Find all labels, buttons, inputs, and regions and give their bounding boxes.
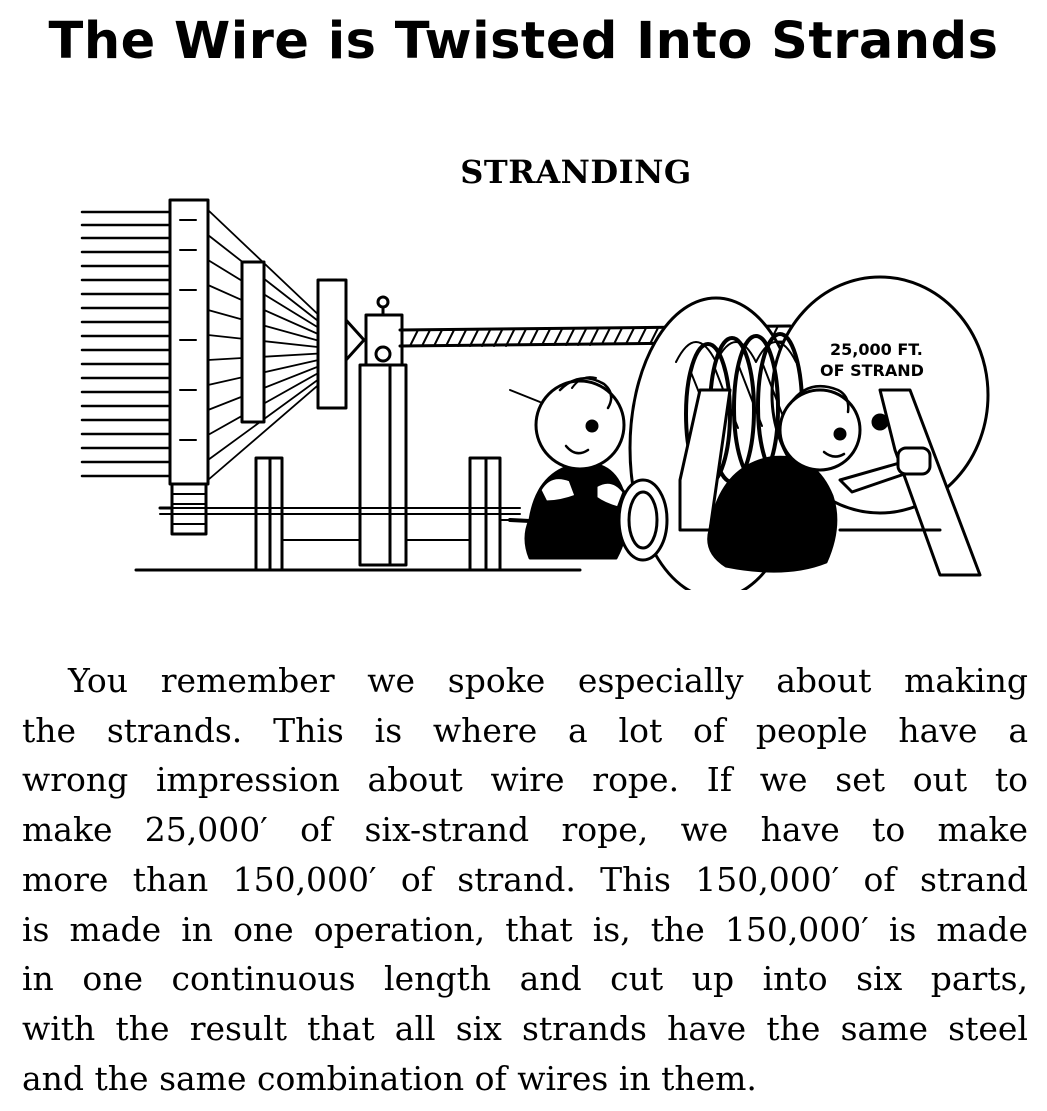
- closing-die: [318, 280, 364, 408]
- die-stand: [360, 297, 406, 565]
- body-line: is made in one operation, that is, the 150,000′ is made: [22, 909, 1028, 949]
- reel-label-line1: 25,000 FT.: [830, 340, 923, 359]
- stranding-heading: STRANDING: [460, 153, 692, 191]
- body-line: more than 150,000′ of strand. This 150,000′ of strand: [22, 859, 1028, 899]
- page-title: The Wire is Twisted Into Strands: [48, 12, 999, 71]
- distribution-plate: [160, 200, 208, 534]
- reel-label-line2: OF STRAND: [820, 361, 924, 380]
- body-line: make 25,000′ of six-strand rope, we have to make: [22, 810, 1028, 850]
- incoming-wires: [82, 212, 170, 476]
- body-line: You remember we spoke especially about making: [68, 661, 1028, 700]
- stranding-machine-illustration: [60, 190, 1000, 590]
- body-line: in one continuous length and cut up into six parts,: [22, 959, 1028, 999]
- intermediate-plate: [242, 262, 264, 422]
- body-line: the strands. This is where a lot of people have a: [22, 710, 1028, 750]
- body-line: wrong impression about wire rope. If we set out to: [22, 760, 1028, 800]
- body-line: and the same combination of wires in them.: [22, 1058, 757, 1098]
- body-line: with the result that all six strands have the same steel: [22, 1008, 1028, 1048]
- body-paragraph: [22, 656, 1028, 1103]
